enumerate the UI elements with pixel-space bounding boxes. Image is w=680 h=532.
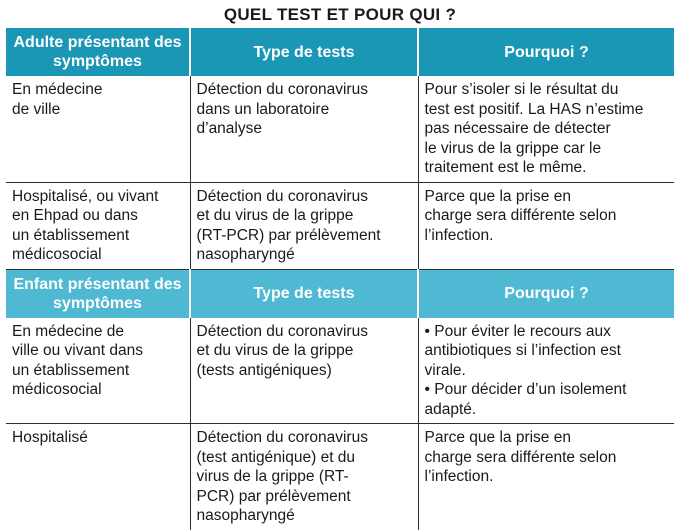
cell-line: test est positif. La HAS n’estime bbox=[424, 100, 644, 118]
cell-line: ville ou vivant dans bbox=[12, 342, 143, 359]
cell-test-type bbox=[190, 76, 418, 182]
cell-line: un établissement bbox=[12, 226, 130, 244]
section-header-row bbox=[6, 269, 674, 318]
cell-who bbox=[6, 318, 190, 424]
cell-who bbox=[6, 76, 190, 182]
cell-line: médicosocial bbox=[12, 246, 102, 263]
cell-line: antibiotiques si l’infection est bbox=[424, 342, 621, 359]
cell-line: Hospitalisé bbox=[12, 429, 88, 446]
cell-who bbox=[6, 424, 190, 530]
cell-line: • Pour décider d’un isolement bbox=[424, 381, 627, 398]
cell-line: nasopharyngé bbox=[196, 246, 295, 263]
cell-test-type bbox=[190, 182, 418, 269]
cell-line: (test antigénique) et du bbox=[196, 448, 356, 466]
cell-test-type bbox=[190, 318, 418, 424]
test-table bbox=[6, 28, 674, 530]
page-title: QUEL TEST ET POUR QUI ? bbox=[223, 5, 457, 24]
cell-line: En médecine de bbox=[12, 322, 125, 340]
cell-line: • Pour éviter le recours aux bbox=[424, 322, 611, 340]
cell-line: d’analyse bbox=[196, 120, 262, 137]
table-row bbox=[6, 424, 674, 530]
cell-line: Détection du coronavirus bbox=[196, 81, 368, 98]
header-why: Pourquoi ? bbox=[418, 28, 674, 76]
cell-why bbox=[418, 424, 674, 530]
cell-line: charge sera différente selon bbox=[424, 207, 617, 224]
section-header-row bbox=[6, 28, 674, 76]
cell-line: (tests antigéniques) bbox=[196, 361, 332, 379]
header-who: Enfant présentant des symptômes bbox=[6, 269, 190, 318]
header-why: Pourquoi ? bbox=[418, 269, 674, 318]
table-row bbox=[6, 318, 674, 424]
cell-line: (RT-PCR) par prélèvement bbox=[196, 226, 381, 244]
cell-line: et du virus de la grippe bbox=[196, 207, 354, 224]
cell-line: virus de la grippe (RT- bbox=[196, 468, 349, 485]
header-test-type: Type de tests bbox=[190, 28, 418, 76]
cell-line: un établissement bbox=[12, 361, 130, 379]
cell-line: PCR) par prélèvement bbox=[196, 487, 351, 505]
cell-line: Parce que la prise en bbox=[424, 429, 571, 446]
cell-line: médicosocial bbox=[12, 381, 102, 398]
cell-line: Hospitalisé, ou vivant bbox=[12, 187, 159, 205]
cell-line: Détection du coronavirus bbox=[196, 322, 368, 340]
cell-line: charge sera différente selon bbox=[424, 448, 617, 466]
cell-line: virale. bbox=[424, 361, 466, 379]
cell-line: Détection du coronavirus bbox=[196, 187, 368, 205]
cell-line: En médecine bbox=[12, 81, 103, 98]
cell-why bbox=[418, 182, 674, 269]
cell-line: traitement est le même. bbox=[424, 159, 587, 176]
cell-line: Parce que la prise en bbox=[424, 187, 571, 205]
cell-test-type bbox=[190, 424, 418, 530]
table-row bbox=[6, 182, 674, 269]
cell-line: et du virus de la grippe bbox=[196, 342, 354, 359]
header-test-type: Type de tests bbox=[190, 269, 418, 318]
cell-line: de ville bbox=[12, 100, 61, 118]
cell-line: le virus de la grippe car le bbox=[424, 139, 602, 157]
cell-who bbox=[6, 182, 190, 269]
cell-line: pas nécessaire de détecter bbox=[424, 120, 611, 137]
cell-line: l’infection. bbox=[424, 226, 494, 244]
cell-why bbox=[418, 318, 674, 424]
cell-line: adapté. bbox=[424, 400, 477, 418]
cell-why bbox=[418, 76, 674, 182]
cell-line: Détection du coronavirus bbox=[196, 429, 368, 446]
cell-line: Pour s’isoler si le résultat du bbox=[424, 81, 619, 98]
cell-line: l’infection. bbox=[424, 468, 494, 485]
header-who: Adulte présentant des symptômes bbox=[6, 28, 190, 76]
table-row bbox=[6, 76, 674, 182]
cell-line: en Ehpad ou dans bbox=[12, 207, 138, 224]
cell-line: dans un laboratoire bbox=[196, 100, 330, 118]
cell-line: nasopharyngé bbox=[196, 507, 295, 524]
